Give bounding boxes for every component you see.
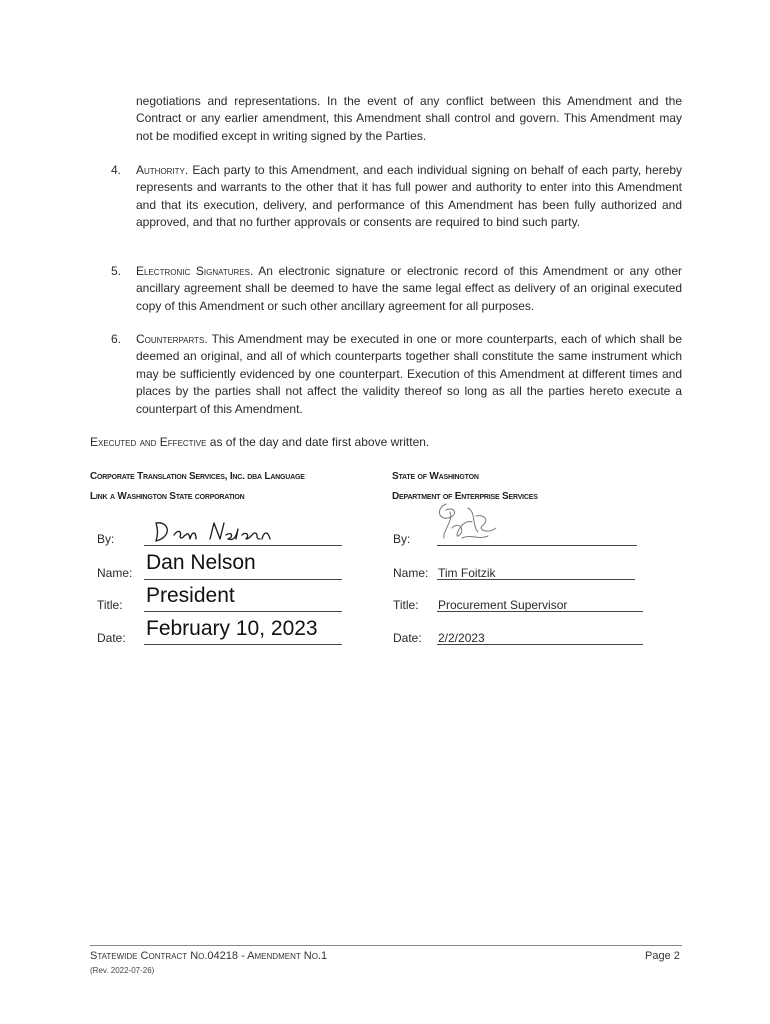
right-name-label: Name: bbox=[393, 566, 429, 580]
right-title-label: Title: bbox=[393, 598, 419, 612]
section-5-paragraph bbox=[136, 263, 682, 315]
right-date-value: 2/2/2023 bbox=[438, 631, 485, 645]
section-6-text: This Amendment may be executed in one or more counterparts, each of which shall be deemed an original, and all of which counterparts together shall constitute the same instrument which may be sufficiently evidenced by one counterpart. Execution of this Amendment at different times and places by the parties shall not affect the validity thereof so long as all the parties hereto execute a counterpart of this Amendment. bbox=[136, 332, 682, 416]
left-handwritten-signature bbox=[150, 515, 280, 545]
section-6-paragraph bbox=[136, 331, 682, 418]
left-by-line bbox=[144, 545, 342, 546]
left-title-line bbox=[144, 611, 342, 612]
footer-rule bbox=[90, 945, 682, 946]
left-date-value: February 10, 2023 bbox=[146, 617, 318, 640]
left-title-value: President bbox=[146, 584, 235, 607]
footer-contract-title: Statewide Contract No.04218 - Amendment No.1 bbox=[90, 950, 328, 962]
right-party-name-line1: State of Washington bbox=[392, 471, 479, 482]
intro-paragraph: negotiations and representations. In the event of any conflict between this Amendment and the Contract or any earlier amendment, this Amendment shall control and govern. This Amendment may not be modified except in writing signed by the Parties. bbox=[136, 94, 682, 143]
section-5-number: 5. bbox=[111, 264, 122, 278]
left-name-label: Name: bbox=[97, 566, 133, 580]
right-name-value: Tim Foitzik bbox=[438, 566, 496, 580]
right-date-label: Date: bbox=[393, 631, 422, 645]
left-date-line bbox=[144, 644, 342, 645]
executed-text: as of the day and date first above written. bbox=[206, 435, 430, 449]
section-5-heading: Electronic Signatures. bbox=[136, 264, 254, 278]
footer-revision: (Rev. 2022-07-26) bbox=[90, 966, 155, 975]
right-title-value: Procurement Supervisor bbox=[438, 598, 568, 612]
left-by-label: By: bbox=[97, 532, 115, 546]
right-party-name-line2: Department of Enterprise Services bbox=[392, 491, 538, 502]
executed-statement bbox=[90, 435, 429, 449]
section-4-heading: Authority. bbox=[136, 163, 189, 177]
section-4-number: 4. bbox=[111, 163, 122, 177]
left-party-name-line2: Link a Washington State corporation bbox=[90, 491, 245, 502]
section-4-paragraph bbox=[136, 162, 682, 232]
footer-page-number: Page 2 bbox=[645, 950, 680, 962]
section-5-text: An electronic signature or electronic record of this Amendment or any other ancillary agreement shall be deemed to have the same legal effect as delivery of an original executed copy of this Amendment or such other ancillary agreement for all purposes. bbox=[136, 264, 683, 313]
right-by-label: By: bbox=[393, 532, 411, 546]
executed-heading: Executed and Effective bbox=[90, 435, 207, 449]
left-name-line bbox=[144, 579, 342, 580]
section-4-text: Each party to this Amendment, and each individual signing on behalf of each party, hereby represents and warrants to the other that it has full power and authority to enter into this Amendment and that its execution, delivery, and performance of this Amendment has been fully authorized and approved, and that no further approvals or consents are required to bind such party. bbox=[136, 163, 682, 230]
section-6-number: 6. bbox=[111, 332, 122, 346]
left-date-label: Date: bbox=[97, 631, 126, 645]
left-title-label: Title: bbox=[97, 598, 123, 612]
right-handwritten-signature bbox=[432, 498, 504, 546]
section-6-heading: Counterparts. bbox=[136, 332, 208, 346]
left-name-value: Dan Nelson bbox=[146, 551, 256, 574]
left-party-name-line1: Corporate Translation Services, Inc. dba Language bbox=[90, 471, 305, 482]
